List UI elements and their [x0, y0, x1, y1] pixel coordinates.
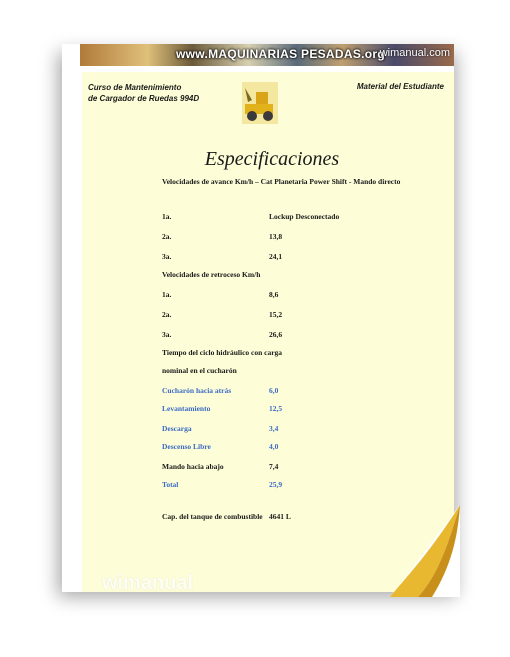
- spec-value: 25,9: [269, 480, 283, 489]
- spec-label: Cap. del tanque de combustible: [162, 512, 263, 521]
- spec-label: Descarga: [162, 424, 192, 433]
- spec-label: 2a.: [162, 310, 172, 319]
- spec-value: 13,8: [269, 232, 283, 241]
- watermark-logo: wimanual: [102, 572, 194, 592]
- page-curl-icon: [388, 505, 460, 597]
- spec-label: 2a.: [162, 232, 172, 241]
- banner-site: wimanual.com: [379, 47, 450, 59]
- spec-value: 7,4: [269, 462, 279, 471]
- spec-label: Mando hacia abajo: [162, 462, 224, 471]
- spec-label: Descenso Libre: [162, 442, 211, 451]
- header-banner: [80, 44, 454, 66]
- spec-value: 24,1: [269, 252, 283, 261]
- spec-label: 3a.: [162, 252, 172, 261]
- spec-value: 12,5: [269, 404, 283, 413]
- material-label: Material del Estudiante: [356, 82, 444, 91]
- spec-value: 26,6: [269, 330, 283, 339]
- spec-value: 4641 L: [269, 512, 291, 521]
- course-title-line2: de Cargador de Ruedas 994D: [88, 94, 200, 103]
- course-title: [88, 82, 199, 104]
- hydraulic-cycle-heading-1: Tiempo del ciclo hidráulico con carga: [162, 348, 283, 357]
- hydraulic-cycle-heading-2: nominal en el cucharón: [162, 366, 237, 375]
- forward-speeds-heading: Velocidades de avance Km/h – Cat Planetaria Power Shift - Mando directo: [162, 177, 401, 186]
- spec-value: 4,0: [269, 442, 279, 451]
- loader-logo-icon: [242, 82, 278, 124]
- spec-value: 6,0: [269, 386, 279, 395]
- spec-label: Total: [162, 480, 179, 489]
- spec-label: 1a.: [162, 212, 172, 221]
- reverse-speeds-heading: Velocidades de retroceso Km/h: [162, 270, 261, 279]
- banner-text: www.MAQUINARIAS PESADAS.org: [176, 47, 386, 61]
- spec-value: 3,4: [269, 424, 279, 433]
- spec-label: Cucharón hacia atrás: [162, 386, 232, 395]
- spec-value: 15,2: [269, 310, 283, 319]
- spec-value: 8,6: [269, 290, 279, 299]
- spec-label: Levantamiento: [162, 404, 211, 413]
- spec-label: 1a.: [162, 290, 172, 299]
- spec-label: 3a.: [162, 330, 172, 339]
- page-title: Especificaciones: [204, 148, 340, 170]
- course-title-line1: Curso de Mantenimiento: [88, 83, 182, 92]
- spec-value: Lockup Desconectado: [269, 212, 340, 221]
